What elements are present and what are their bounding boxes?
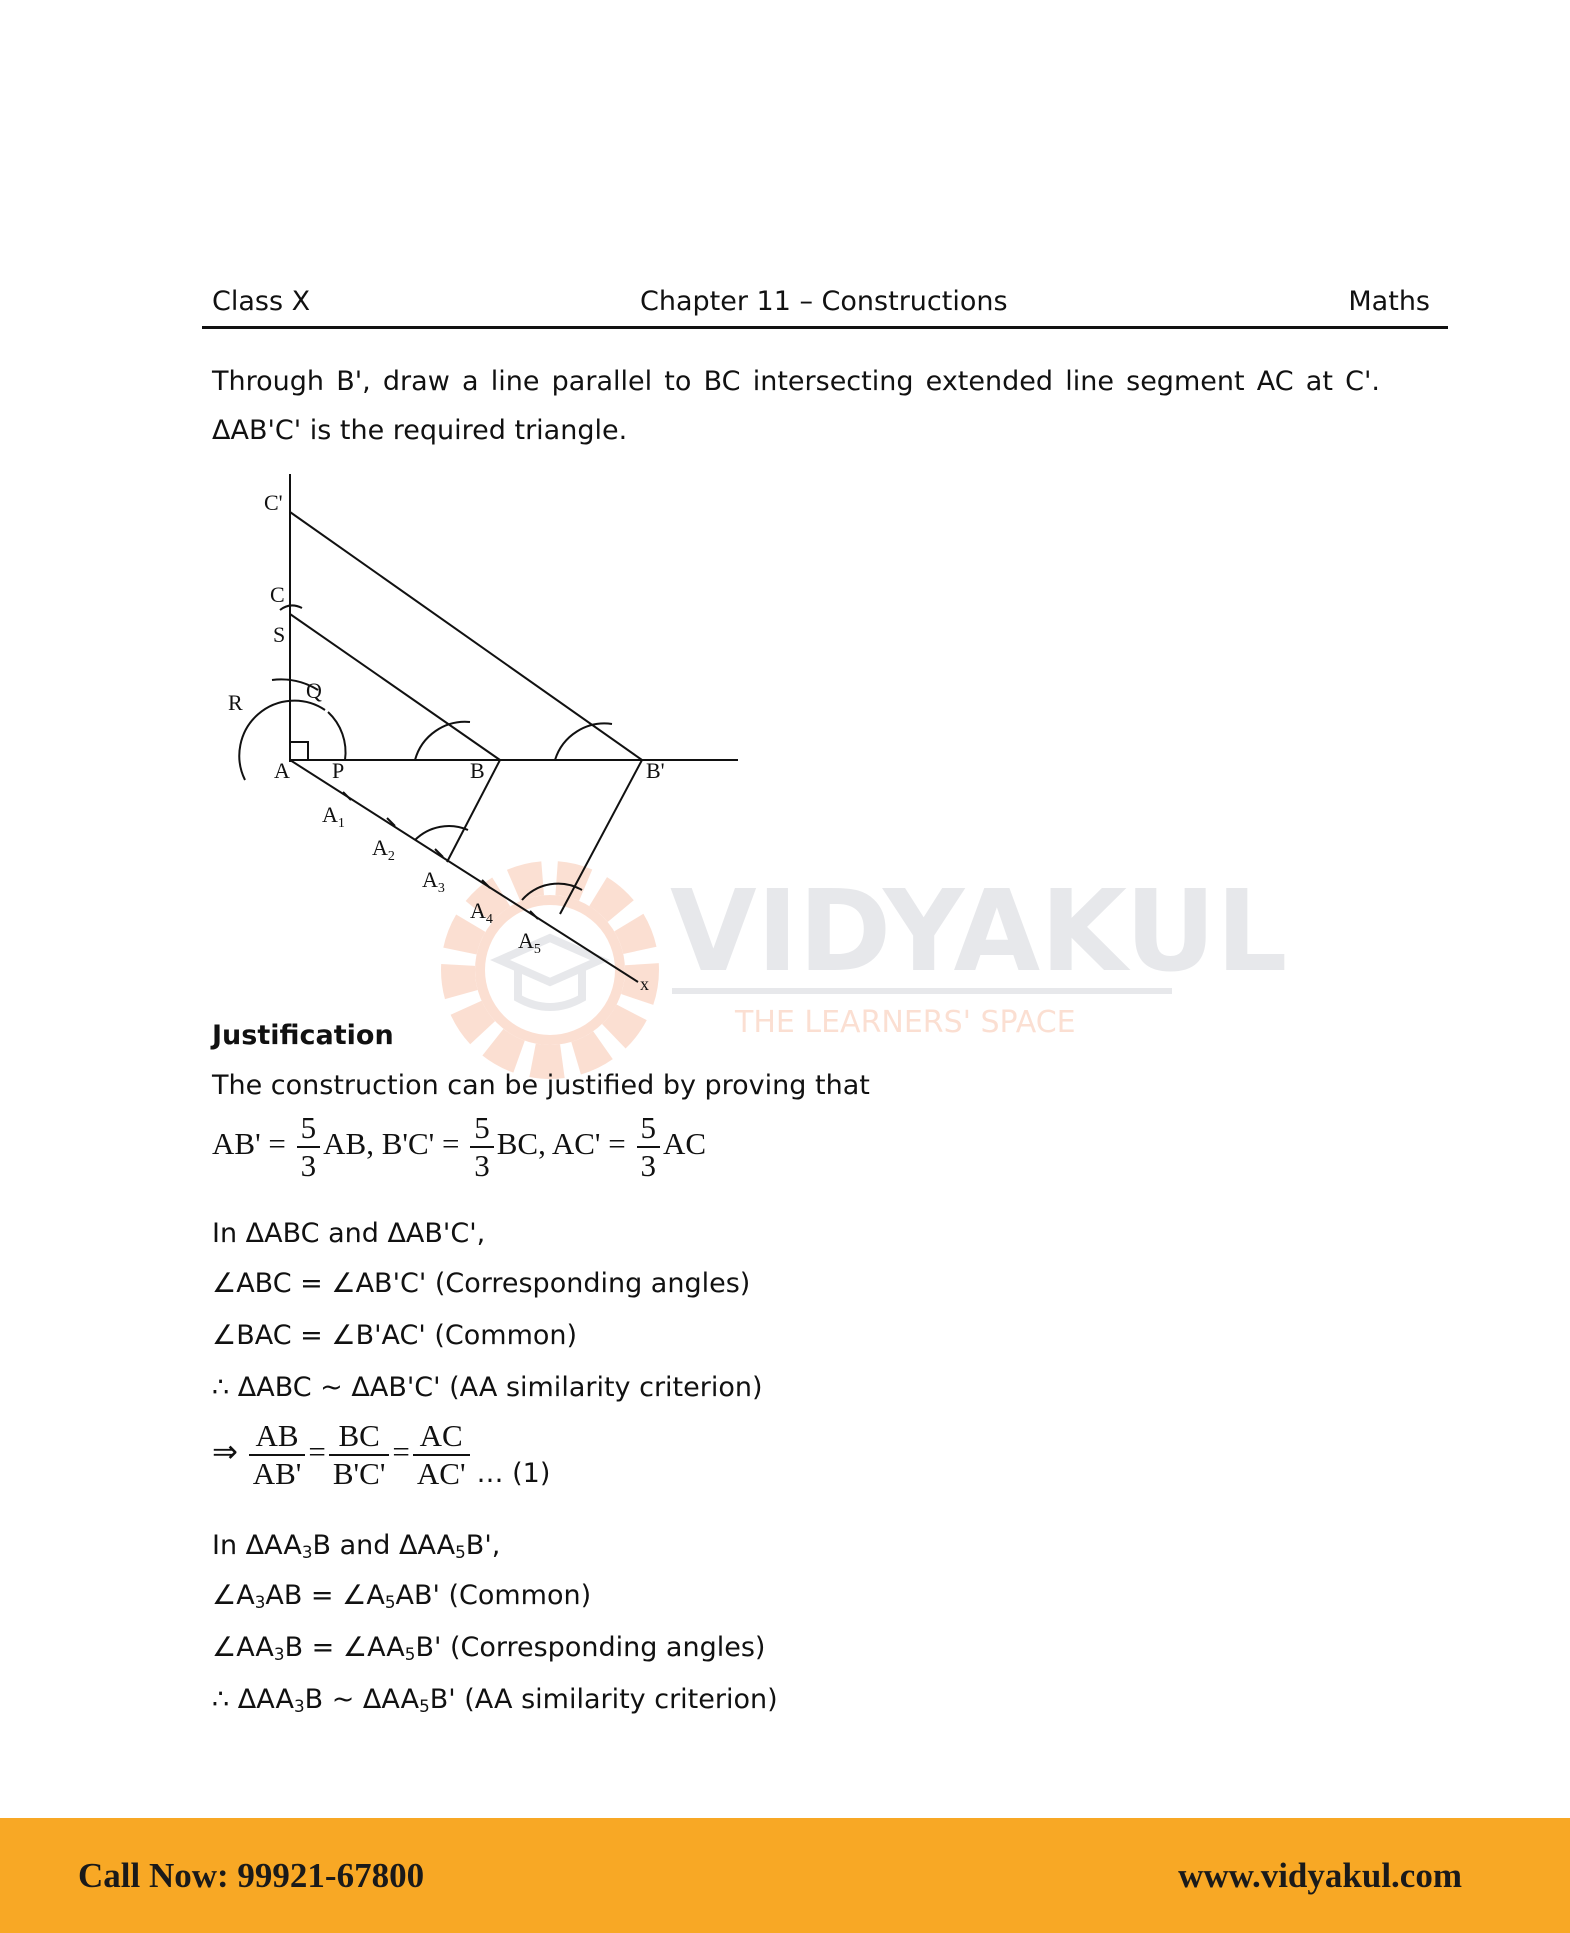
footer-bar <box>0 1818 1570 1933</box>
label-a1: $A_1$ <box>322 802 345 831</box>
statement-triangles-2: In $\Delta AA_3B$ and $\Delta AA_5B'$, <box>212 1530 501 1563</box>
statement-angle-aa3b: $\angle AA_3B$ = $\angle AA_5B'$ (Corresponding angles) <box>212 1632 766 1665</box>
segment-b-prime-a5 <box>560 760 642 914</box>
statement-angle-bac: ∠BAC = ∠B'AC' (Common) <box>212 1320 578 1351</box>
label-c: C <box>270 582 285 607</box>
equation-ratios: AB' = $\frac{5}{3}$ AB, B'C' = $\frac{5}{3}$ BC, AC' = $\frac{5}{3}$ AC <box>212 1110 707 1183</box>
statement-angle-abc: ∠ABC = ∠AB'C' (Corresponding angles) <box>212 1268 751 1299</box>
ray-ax <box>290 760 638 982</box>
footer-phone[interactable]: Call Now: 99921-67800 <box>78 1856 425 1895</box>
statement-triangles: In ΔABC and ΔAB'C', <box>212 1218 486 1249</box>
right-angle-mark <box>290 742 308 760</box>
segment-c-prime-b-prime <box>290 512 642 760</box>
label-p: P <box>332 758 345 783</box>
statement-similarity-2: ∴ $\Delta AA_3B$ ~ $\Delta AA_5B'$ (AA similarity criterion) <box>212 1684 778 1717</box>
footer-website-link[interactable]: www.vidyakul.com <box>1178 1856 1462 1895</box>
arc-a5 <box>522 884 582 900</box>
label-a5: $A_5$ <box>518 928 541 957</box>
label-a4: $A_4$ <box>470 898 493 927</box>
equation-proportion: ⇒ $\frac{AB}{AB'}$ = $\frac{BC}{B'C'}$ = $\frac{AC}{AC'}$ … (1) <box>212 1418 551 1491</box>
watermark-tagline: THE LEARNERS' SPACE <box>735 1005 1076 1040</box>
header-subject: Maths <box>1348 286 1430 317</box>
header-divider <box>202 326 1448 329</box>
label-r: R <box>228 690 243 715</box>
header-class: Class X <box>212 286 311 317</box>
label-b-prime: B' <box>646 758 665 783</box>
paragraph-line-2: ΔAB'C' is the required triangle. <box>212 415 628 446</box>
label-s: S <box>273 622 286 647</box>
statement-angle-a3ab: $\angle A_3AB$ = $\angle A_5AB'$ (Common) <box>212 1580 592 1613</box>
header-chapter: Chapter 11 – Constructions <box>640 286 1008 317</box>
label-a2: $A_2$ <box>372 835 395 864</box>
justification-intro: The construction can be justified by proving that <box>212 1070 870 1101</box>
label-b: B <box>470 758 485 783</box>
arc-b-prime <box>555 723 612 760</box>
label-a3: $A_3$ <box>422 867 445 896</box>
paragraph-line-1: Through B', draw a line parallel to BC intersecting extended line segment AC at C'. <box>212 366 1380 397</box>
watermark-brand: VIDYAKUL <box>670 867 1288 997</box>
construction-figure <box>210 462 750 1002</box>
label-x: x <box>640 974 649 994</box>
label-a: A <box>274 758 290 783</box>
label-q: Q <box>306 678 322 703</box>
label-c-prime: C' <box>264 490 283 515</box>
tick-a1 <box>343 792 351 800</box>
arc-b <box>415 722 470 760</box>
statement-similarity: ∴ ΔABC ~ ΔAB'C' (AA similarity criterion) <box>212 1372 763 1403</box>
justification-heading: Justification <box>212 1020 394 1051</box>
arc-q <box>328 712 346 760</box>
